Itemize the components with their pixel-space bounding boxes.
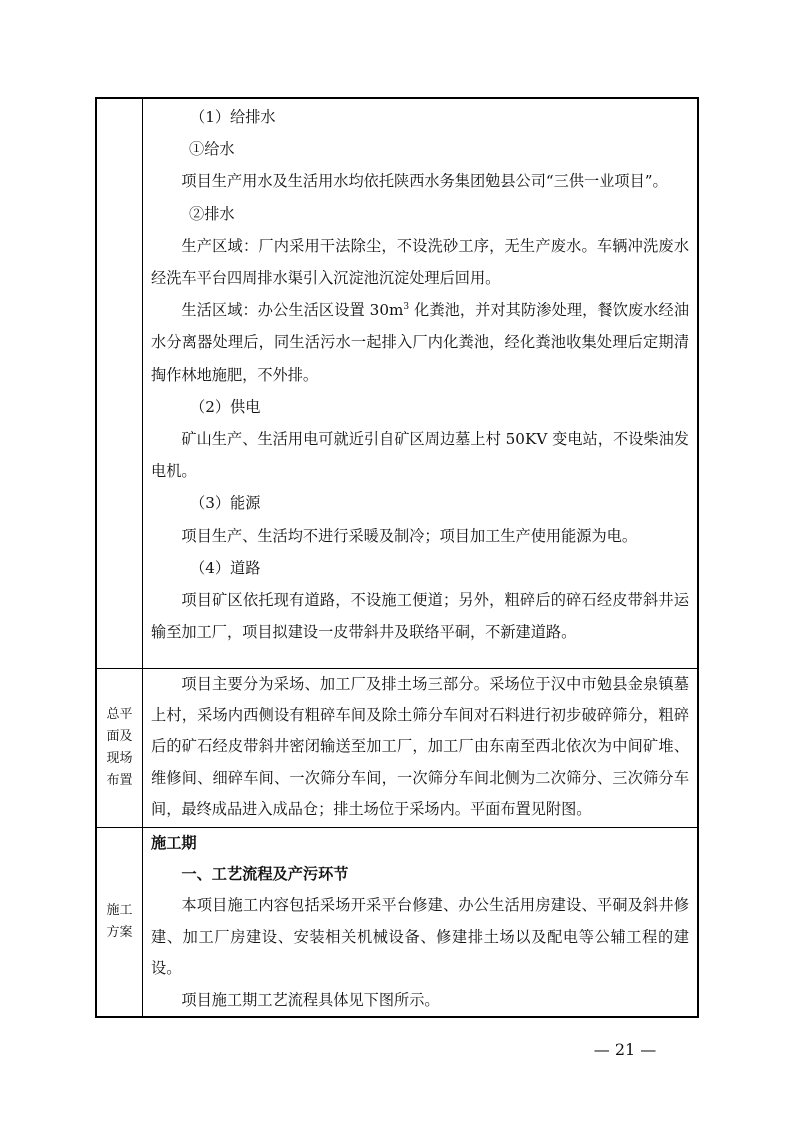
paragraph: 项目生产、生活均不进行采暖及制冷；项目加工生产使用能源为电。 [181,526,638,545]
section-heading: （2）供电 [190,397,261,416]
subsection-heading: ①给水 [189,140,235,159]
document-table [95,97,699,1018]
paragraph: 项目主要分为采场、加工厂及排土场三部分。采场位于汉中市勉县金泉镇墓上村，采场内西侧设有粗碎车间及除土筛分车间对石料进行初步破碎筛分，粗碎后的矿石经皮带斜井密闭输送至加工厂，加工厂由东南至西北依次为中间矿堆、维修间、细碎车间、一次筛分车间，一次筛分车间北侧为二次筛分、三次筛分车间，最终成品进入成品仓；排土场位于采场内。平面布置见附图。 [151,674,689,819]
text-run: 化粪池，并对其防渗处理，餐饮废水经油水分离器处理后，同生活污水一起排入厂内化粪池，经化粪池收集处理后定期清掏作林地施肥，不外排。 [151,301,690,384]
content-cell [143,827,699,1017]
paragraph [151,294,689,391]
row-label: 施工方案 [106,902,133,940]
page-number: — 21 — [593,1040,657,1059]
content-cell [143,668,699,827]
paragraph: 生产区域：厂内采用干法除尘，不设洗砂工序，无生产废水。车辆冲洗废水经洗车平台四周排水渠引入沉淀池沉淀处理后回用。 [151,236,689,288]
section-heading: 一、工艺流程及产污环节 [181,864,349,883]
period-heading: 施工期 [151,833,197,852]
table-row [96,827,698,1017]
paragraph: 项目矿区依托现有道路，不设施工便道；另外，粗碎后的碎石经皮带斜井运输至加工厂，项目拟建设一皮带斜井及联络平硐，不新建道路。 [151,591,689,642]
content-cell [143,98,699,668]
paragraph: 本项目施工内容包括采场开采平台修建、办公生活用房建设、平硐及斜井修建、加工厂房建设、安装相关机械设备、修建排土场以及配电等公辅工程的建设。 [151,896,689,978]
table-row [96,668,698,827]
row-label-cell [96,827,143,1017]
table-row [96,98,698,668]
superscript: 3 [403,302,410,313]
row-label-cell [96,668,143,827]
subsection-heading: ②排水 [189,204,235,223]
paragraph: 矿山生产、生活用电可就近引自矿区周边墓上村 50KV 变电站，不设柴油发电机。 [151,430,689,481]
row-label: 总平面及现场布置 [106,706,133,788]
paragraph: 项目施工期工艺流程具体见下图所示。 [181,990,440,1009]
paragraph: 项目生产用水及生活用水均依托陕西水务集团勉县公司“三供一业项目”。 [181,172,668,191]
section-heading: （1）给排水 [190,108,276,126]
row-label-cell [96,98,143,668]
text-run: 生活区域：办公生活区设置 30m [181,301,404,320]
section-heading: （4）道路 [190,558,261,577]
section-heading: （3）能源 [190,494,261,513]
